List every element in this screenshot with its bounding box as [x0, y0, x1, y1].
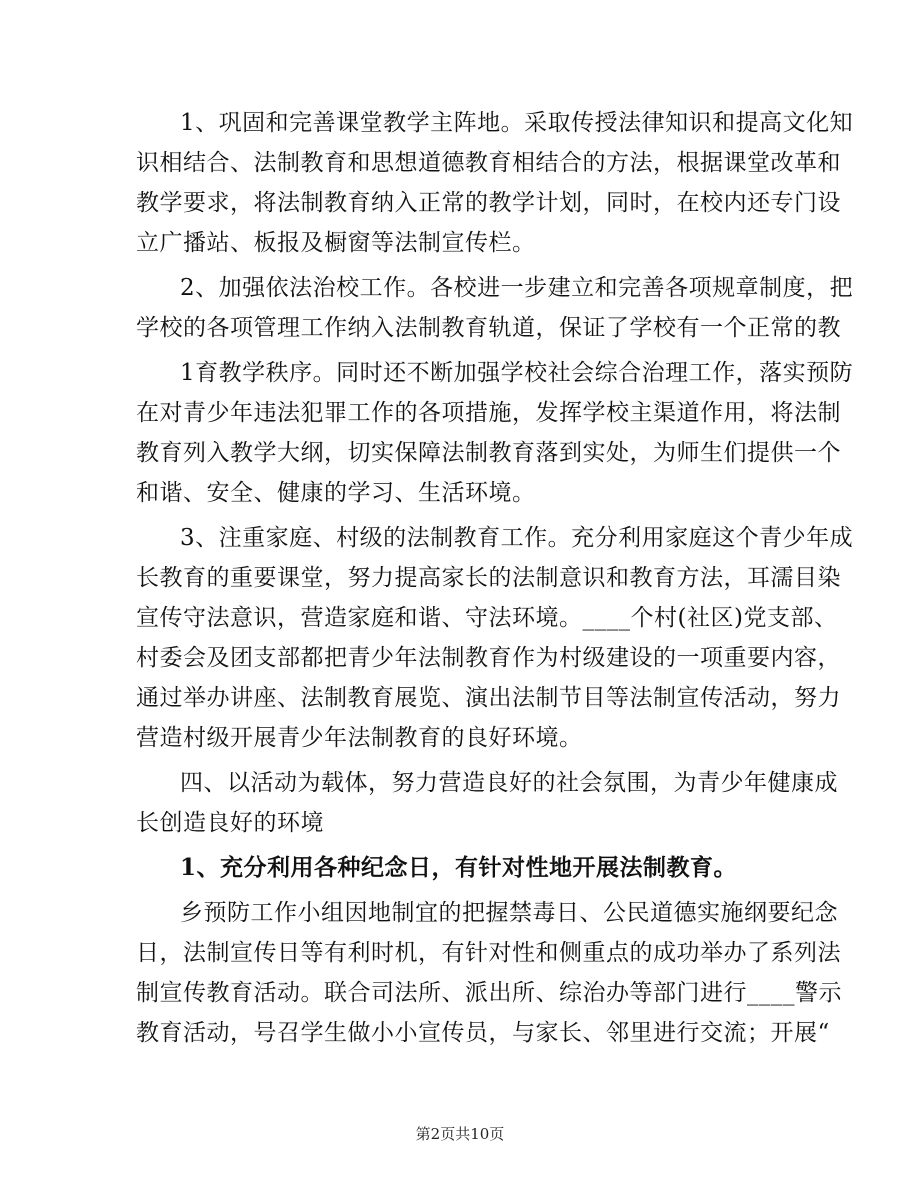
section-heading-four: [136, 763, 838, 843]
text-line: 1育教学秩序。同时还不断加强学校社会综合治理工作，落实预防: [180, 360, 854, 386]
subheading-commemoration-days: [136, 848, 784, 888]
paragraph-teaching-order: [136, 353, 854, 513]
text-line: 教育列入教学大纲，切实保障法制教育落到实处，为师生们提供一个: [136, 440, 841, 466]
text-line: 四、以活动为载体，努力营造良好的社会氛围，为青少年健康成: [180, 770, 838, 796]
text-line: 和谐、安全、健康的学习、生活环境。: [136, 480, 536, 506]
text-line: 乡预防工作小组因地制宜的把握禁毒日、公民道德实施纲要纪念: [180, 900, 838, 926]
text-line: 村委会及团支部都把青少年法制教育作为村级建设的一项重要内容，: [136, 645, 841, 671]
text-line: 1、巩固和完善课堂教学主阵地。采取传授法律知识和提高文化知: [180, 110, 854, 136]
text-line: 识相结合、法制教育和思想道德教育相结合的方法，根据课堂改革和: [136, 150, 841, 176]
text-line: 3、注重家庭、村级的法制教育工作。充分利用家庭这个青少年成: [180, 525, 854, 551]
text-line: 制宣传教育活动。联合司法所、派出所、综治办等部门进行____警示: [136, 980, 842, 1006]
text-line: 教学要求，将法制教育纳入正常的教学计划，同时，在校内还专门设: [136, 190, 841, 216]
text-line: 学校的各项管理工作纳入法制教育轨道，保证了学校有一个正常的教: [136, 315, 841, 341]
text-line: 宣传守法意识，营造家庭和谐、守法环境。____个村(社区)党支部、: [136, 605, 838, 631]
paragraph-activities: [136, 893, 842, 1053]
text-line: 长教育的重要课堂，努力提高家长的法制意识和教育方法，耳濡目染: [136, 565, 841, 591]
paragraph-classroom: [136, 103, 854, 263]
text-line: 教育活动，号召学生做小小宣传员，与家长、邻里进行交流；开展“: [136, 1020, 830, 1046]
text-line: 1、充分利用各种纪念日，有针对性地开展法制教育。: [180, 854, 738, 881]
text-line: 立广播站、板报及橱窗等法制宣传栏。: [136, 230, 536, 256]
text-line: 在对青少年违法犯罪工作的各项措施，发挥学校主渠道作用，将法制: [136, 400, 841, 426]
page-footer: 第2页共10页: [415, 1125, 505, 1143]
text-line: 长创造良好的环境: [136, 810, 324, 836]
document-body: [136, 103, 854, 1053]
text-line: 通过举办讲座、法制教育展览、演出法制节目等法制宣传活动，努力: [136, 685, 841, 711]
paragraph-family-village: [136, 518, 854, 758]
paragraph-school-governance: [136, 268, 854, 348]
text-line: 营造村级开展青少年法制教育的良好环境。: [136, 725, 583, 751]
text-line: 2、加强依法治校工作。各校进一步建立和完善各项规章制度，把: [180, 275, 854, 301]
text-line: 日，法制宣传日等有利时机，有针对性和侧重点的成功举办了系列法: [136, 940, 841, 966]
